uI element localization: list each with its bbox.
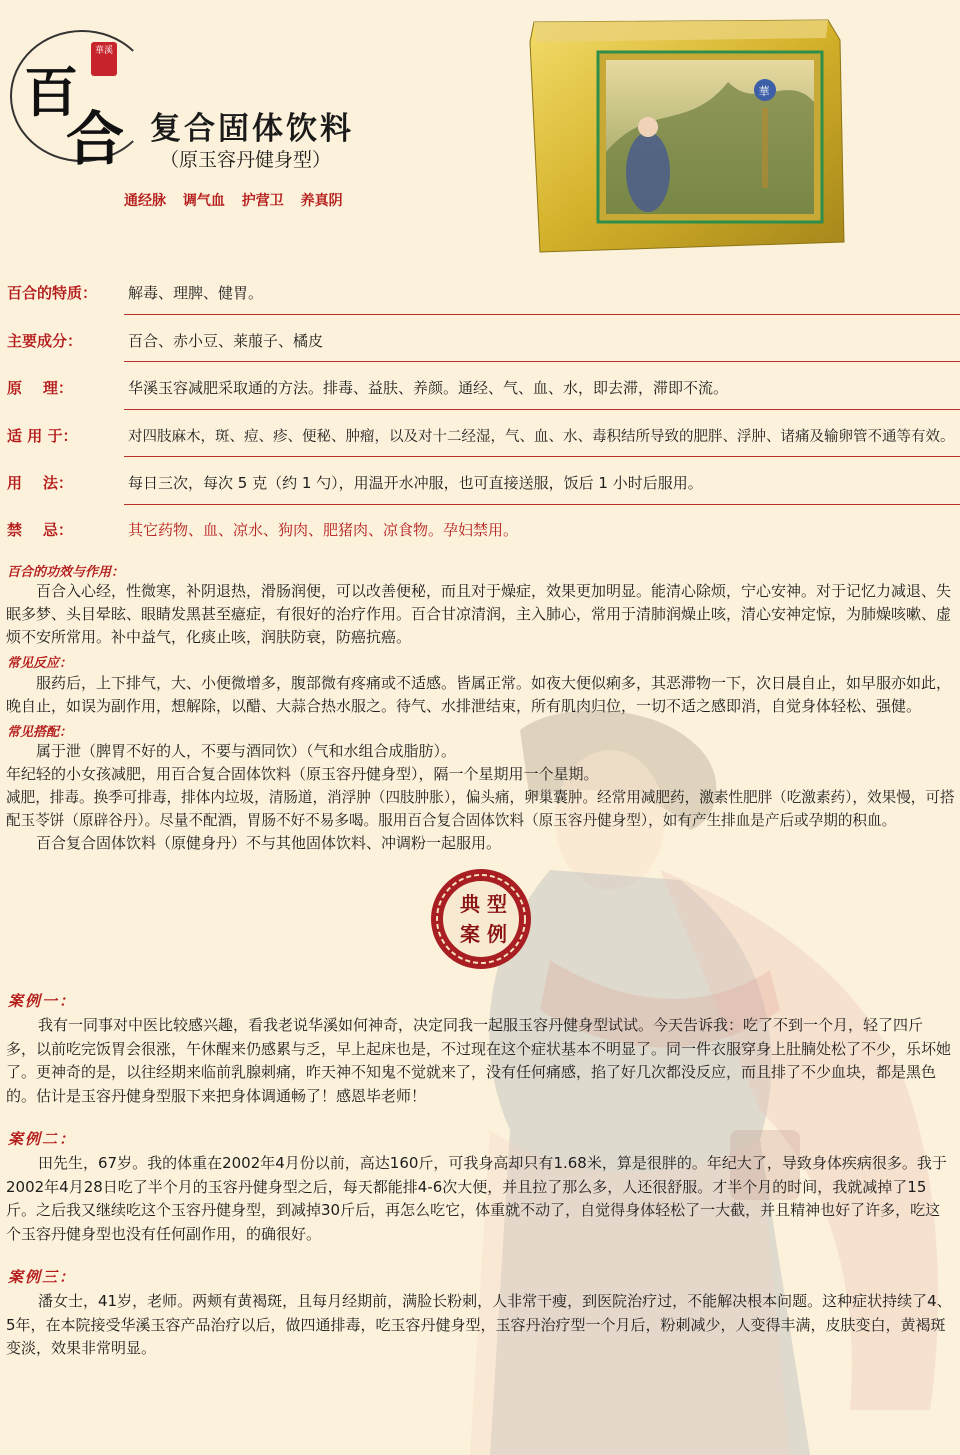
pairing-line: 百合复合固体饮料（原健身丹）不与其他固体饮料、冲调粉一起服用。 <box>36 834 502 852</box>
reactions-paragraph <box>6 672 960 718</box>
info-label: 原 理： <box>7 379 73 397</box>
case-2-text: 田先生，67岁。我的体重在2002年4月份以前，高达160斤，可我身高却只有1.68米，算是很胖的。年纪大了，导致身体疾病很多。我于2002年4月28日吃了半个月的玉容丹健身型之后，每天都能排4-6次大便，并且拉了那么多，人还很舒服。才半个月的时间，我就减掉了15斤。之后我又继续吃这个玉容丹健身型，到减掉30斤后，再怎么吃它，体重就不动了，自觉得身体轻松了一大截，并且精神也好了许多，吃这个玉容丹健身型也没有任何副作用，的确很好。 <box>6 1154 947 1243</box>
info-value: 解毒、理脾、健胃。 <box>128 284 264 302</box>
info-label: 主要成分： <box>7 332 83 350</box>
logo-seal-stamp: 華溪 <box>91 42 117 76</box>
pairing-line: 属于泄（脾胃不好的人，不要与酒同饮）（气和水组合成脂肪）。 <box>36 742 457 760</box>
case-3-title: 案例三： <box>8 1268 77 1286</box>
info-label: 百合的特质： <box>7 284 98 302</box>
product-box-image <box>528 12 846 256</box>
reactions-title: 常见反应： <box>7 656 73 671</box>
case-1-title: 案例一： <box>8 992 77 1010</box>
pairing-line: 减肥，排毒。换季可排毒，排体内垃圾，清肠道，消浮肿（四肢肿胀），偏头痛，卵巢囊肿。经常用减肥药，激素性肥胖（吃激素药），效果慢，可搭配玉苓饼（原辟谷丹）。尽量不配酒，胃肠不好不易多喝。服用百合复合固体饮料（原玉容丹健身型），如有产生排血是产后或孕期的积血。 <box>6 789 955 829</box>
info-label: 用 法： <box>7 474 73 492</box>
pairing-title: 常见搭配： <box>7 725 73 740</box>
case-3-text: 潘女士，41岁，老师。两颊有黄褐斑，且每月经期前，满脸长粉刺，人非常干瘦，到医院治疗过，不能解决根本问题。这种症状持续了4、5年，在本院接受华溪玉容产品治疗以后，做四通排毒，吃玉容丹健身型，玉容丹治疗型一个月后，粉刺减少，人变得丰满，皮肤变白，黄褐斑变淡，效果非常明显。 <box>6 1292 952 1357</box>
row-divider <box>124 456 960 457</box>
emblem-line-2: 案 例 <box>460 922 507 946</box>
logo-char-he: 合 <box>66 105 125 173</box>
info-label: 适 用 于： <box>7 427 78 445</box>
row-divider <box>124 361 960 362</box>
info-value: 每日三次，每次 5 克（约 1 勺），用温开水冲服，也可直接送服，饭后 1 小时后服用。 <box>128 474 703 492</box>
pairing-paragraph <box>6 740 960 855</box>
svg-text:華: 華 <box>758 85 770 98</box>
logo-char-bai: 百 <box>24 60 78 124</box>
info-value: 华溪玉容减肥采取通的方法。排毒、益肤、养颜。通经、气、血、水，即去滞，滞即不流。 <box>128 379 729 397</box>
info-value: 其它药物、血、凉水、狗肉、肥猪肉、凉食物。孕妇禁用。 <box>128 521 519 539</box>
case-2-title: 案例二： <box>8 1130 77 1148</box>
row-divider <box>124 504 960 505</box>
product-subtitle: （原玉容丹健身型） <box>160 149 332 171</box>
pairing-line: 年纪轻的小女孩减肥，用百合复合固体饮料（原玉容丹健身型），隔一个星期用一个星期。 <box>6 765 599 783</box>
product-title: 复合固体饮料 <box>150 111 354 147</box>
emblem-line-1: 典 型 <box>460 892 507 916</box>
row-divider <box>124 409 960 410</box>
info-value: 对四肢麻木，斑、痘、疹、便秘、肿瘤，以及对十二经湿，气、血、水、毒积结所导致的肥胖、浮肿、诸痛及输卵管不通等有效。 <box>128 429 955 445</box>
effects-title: 百合的功效与作用： <box>7 565 125 580</box>
reactions-text: 服药后，上下排气，大、小便微增多，腹部微有疼痛或不适感。皆属正常。如夜大便似痢多，其恶滞物一下，次日晨自止，如早服亦如此，晚自止，如误为副作用，想解除，以醋、大蒜合热水服之。待气、水排泄结束，所有肌肉归位，一切不适之感即消，自觉身体轻松、强健。 <box>6 674 952 715</box>
effects-text: 百合入心经，性微寒，补阴退热，滑肠润便，可以改善便秘，而且对于燥症，效果更加明显。能清心除烦，宁心安神。对于记忆力减退、失眠多梦、头目晕眩、眼睛发黑甚至癔症，有很好的治疗作用。百合甘凉清润，主入肺心，常用于清肺润燥止咳，清心安神定惊，为肺燥咳嗽、虚烦不安所常用。补中益气，化痰止咳，润肤防衰，防癌抗癌。 <box>6 582 952 646</box>
case-1-text: 我有一同事对中医比较感兴趣，看我老说华溪如何神奇，决定同我一起服玉容丹健身型试试。今天告诉我：吃了不到一个月，轻了四斤多，以前吃完饭胃会很涨，午休醒来仍感累与乏，早上起床也是，不过现在这个症状基本不明显了。同一件衣服穿身上肚腩处松了不少，乐坏她了。更神奇的是，以往经期来临前乳腺刺痛，昨天神不知鬼不觉就来了，没有任何痛感，掐了好几次都没反应，而且排了不少血块，都是黑色的。估计是玉容丹健身型服下来把身体调通畅了！感恩毕老师！ <box>6 1016 952 1105</box>
info-value: 百合、赤小豆、莱菔子、橘皮 <box>128 332 324 350</box>
info-label: 禁 忌： <box>7 521 73 539</box>
effects-paragraph <box>6 580 960 649</box>
product-slogans: 通经脉 调气血 护营卫 养真阴 <box>124 193 343 209</box>
row-divider <box>124 314 960 315</box>
